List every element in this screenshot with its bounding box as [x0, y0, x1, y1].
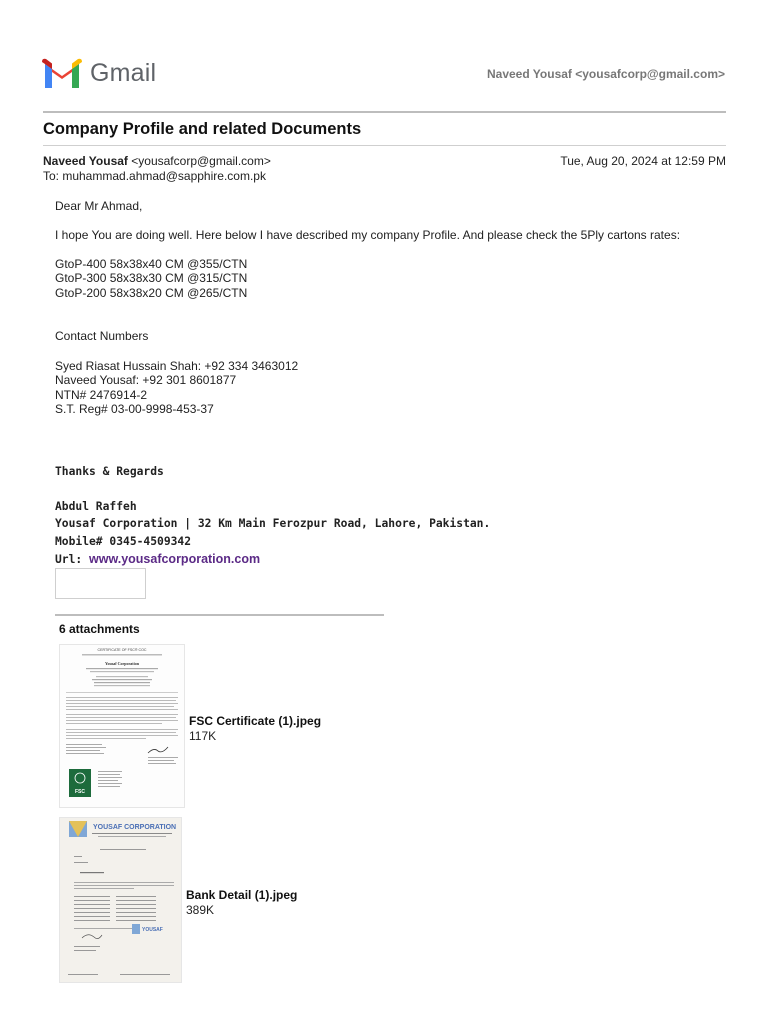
header-divider — [43, 111, 726, 113]
signature-url-label: Url: — [55, 553, 90, 566]
attachment-name[interactable]: Bank Detail (1).jpeg — [186, 888, 298, 902]
rate-line: GtoP-200 58x38x20 CM @265/CTN — [55, 286, 248, 300]
thumb-bank-title: YOUSAF CORPORATION — [93, 824, 177, 831]
attachment-thumbnail[interactable] — [59, 644, 185, 808]
attachment-size: 117K — [189, 729, 217, 743]
attachments-divider — [55, 614, 384, 616]
email-subject: Company Profile and related Documents — [43, 120, 362, 138]
greeting: Dear Mr Ahmad, — [55, 199, 143, 213]
thumb-cert-company: Yousaf Corporation — [105, 661, 139, 666]
sender-name: Naveed Yousaf — [43, 154, 128, 168]
contact-heading: Contact Numbers — [55, 329, 149, 343]
sender-address: <yousafcorp@gmail.com> — [131, 154, 271, 168]
sender-line — [43, 154, 271, 168]
intro-text: I hope You are doing well. Here below I have described my company Profile. And please check the 5Ply cartons rates: — [55, 228, 681, 242]
contact-line: NTN# 2476914-2 — [55, 388, 148, 402]
recipient-line: To: muhammad.ahmad@sapphire.com.pk — [43, 169, 266, 183]
contact-line: Naveed Yousaf: +92 301 8601877 — [55, 373, 237, 387]
signature-url-link[interactable]: www.yousafcorporation.com — [89, 552, 261, 566]
subject-divider — [43, 145, 726, 146]
attachments-count: 6 attachments — [59, 622, 140, 636]
gmail-logo-icon — [42, 58, 82, 88]
signature-url-line — [55, 552, 260, 566]
signature-mobile: Mobile# 0345-4509342 — [55, 535, 192, 548]
thumb-cert-title: CERTIFICATE OF FSC® COC — [97, 648, 147, 652]
email-date: Tue, Aug 20, 2024 at 12:59 PM — [560, 154, 726, 168]
signature-regards: Thanks & Regards — [55, 465, 164, 478]
contact-line: Syed Riasat Hussain Shah: +92 334 3463012 — [55, 359, 299, 373]
gmail-wordmark: Gmail — [90, 59, 157, 87]
thumb-bank-logo: YOUSAF — [142, 927, 163, 933]
signature-company: Yousaf Corporation | 32 Km Main Ferozpur Road, Lahore, Pakistan. — [55, 517, 491, 530]
attachment-size: 389K — [186, 903, 215, 917]
attachment-name[interactable]: FSC Certificate (1).jpeg — [189, 714, 322, 728]
thumb-fsc-logo: FSC — [75, 789, 85, 795]
signature-name: Abdul Raffeh — [55, 500, 137, 513]
rate-line: GtoP-400 58x38x40 CM @355/CTN — [55, 257, 248, 271]
rate-line: GtoP-300 58x38x30 CM @315/CTN — [55, 271, 248, 285]
attachment-thumbnail[interactable] — [59, 817, 182, 983]
account-label: Naveed Yousaf <yousafcorp@gmail.com> — [486, 67, 725, 81]
contact-line: S.T. Reg# 03-00-9998-453-37 — [55, 402, 214, 416]
signature-image-placeholder — [55, 568, 146, 599]
